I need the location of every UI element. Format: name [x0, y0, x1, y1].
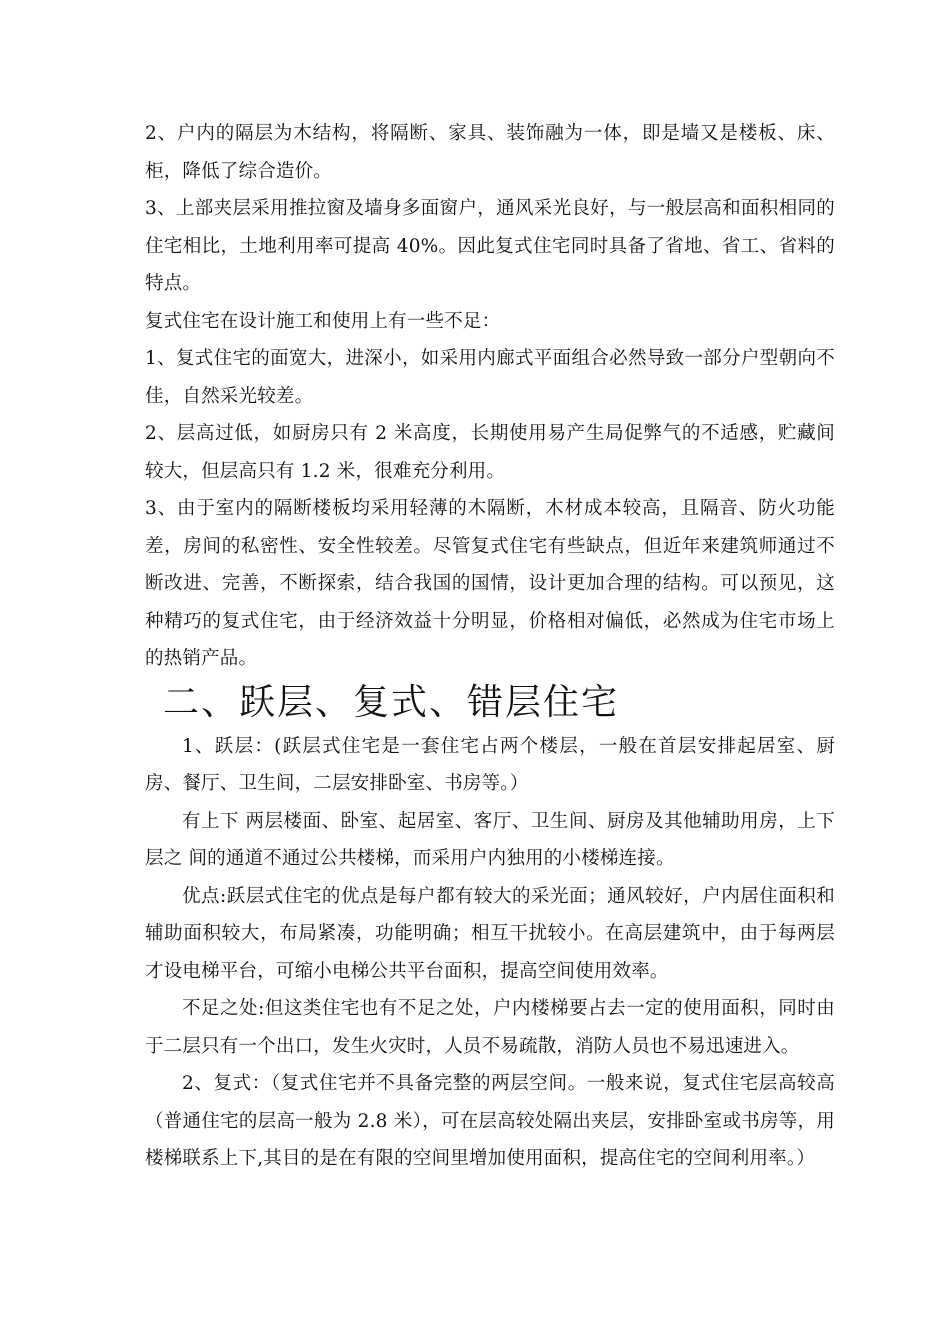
paragraph-loft-definition: 2、复式：（复式住宅并不具备完整的两层空间。一般来说，复式住宅层高较高（普通住宅的层高一般为 2.8 米），可在层高较处隔出夹层，安排卧室或书房等，用楼梯联系上下,其目的是在有限的空间里增加使用面积，提高住宅的空间利用率。）	[145, 1073, 835, 1169]
paragraph-duplex-layout: 有上下 两层楼面、卧室、起居室、客厅、卫生间、厨房及其他辅助用房，上下层之 间的通道不通过公共楼梯，而采用户内独用的小楼梯连接。	[145, 810, 835, 869]
paragraph-shortcomings-intro: 复式住宅在设计施工和使用上有一些不足：	[145, 310, 501, 332]
paragraph-duplex-definition: 1、跃层：(跃层式住宅是一套住宅占两个楼层，一般在首层安排起居室、厨房、餐厅、卫生间，二层安排卧室、书房等。）	[145, 735, 835, 794]
paragraph-duplex-disadvantages: 不足之处:但这类住宅也有不足之处，户内楼梯要占去一定的使用面积，同时由于二层只有一个出口，发生火灾时，人员不易疏散，消防人员也不易迅速进入。	[145, 998, 835, 1057]
paragraph-partition-wood: 2、户内的隔层为木结构，将隔断、家具、装饰融为一体，即是墙又是楼板、床、柜，降低了综合造价。	[145, 123, 835, 182]
paragraph-shortcoming-3: 3、由于室内的隔断楼板均采用轻薄的木隔断，木材成本较高，且隔音、防火功能差，房间的私密性、安全性较差。尽管复式住宅有些缺点，但近年来建筑师通过不断改进、完善，不断探索，结合我国的国情，设计更加合理的结构。可以预见，这种精巧的复式住宅，由于经济效益十分明显，价格相对偏低，必然成为住宅市场上的热销产品。	[145, 498, 835, 669]
paragraph-shortcoming-2: 2、层高过低，如厨房只有 2 米高度，长期使用易产生局促弊气的不适感，贮藏间较大，但层高只有 1.2 米，很难充分利用。	[145, 423, 835, 482]
paragraph-duplex-advantages: 优点:跃层式住宅的优点是每户都有较大的采光面；通风较好，户内居住面积和辅助面积较大，布局紧凑，功能明确；相互干扰较小。在高层建筑中，由于每两层才设电梯平台，可缩小电梯公共平台面积，提高空间使用效率。	[145, 885, 835, 982]
section-heading: 二、跃层、复式、错层住宅	[163, 681, 620, 723]
paragraph-shortcoming-1: 1、复式住宅的面宽大，进深小，如采用内廊式平面组合必然导致一部分户型朝向不佳，自然采光较差。	[145, 348, 835, 407]
paragraph-mezzanine-windows: 3、上部夹层采用推拉窗及墙身多面窗户，通风采光良好，与一般层高和面积相同的住宅相比，土地利用率可提高 40%。因此复式住宅同时具备了省地、省工、省料的特点。	[145, 198, 835, 294]
document-body	[145, 115, 835, 1178]
